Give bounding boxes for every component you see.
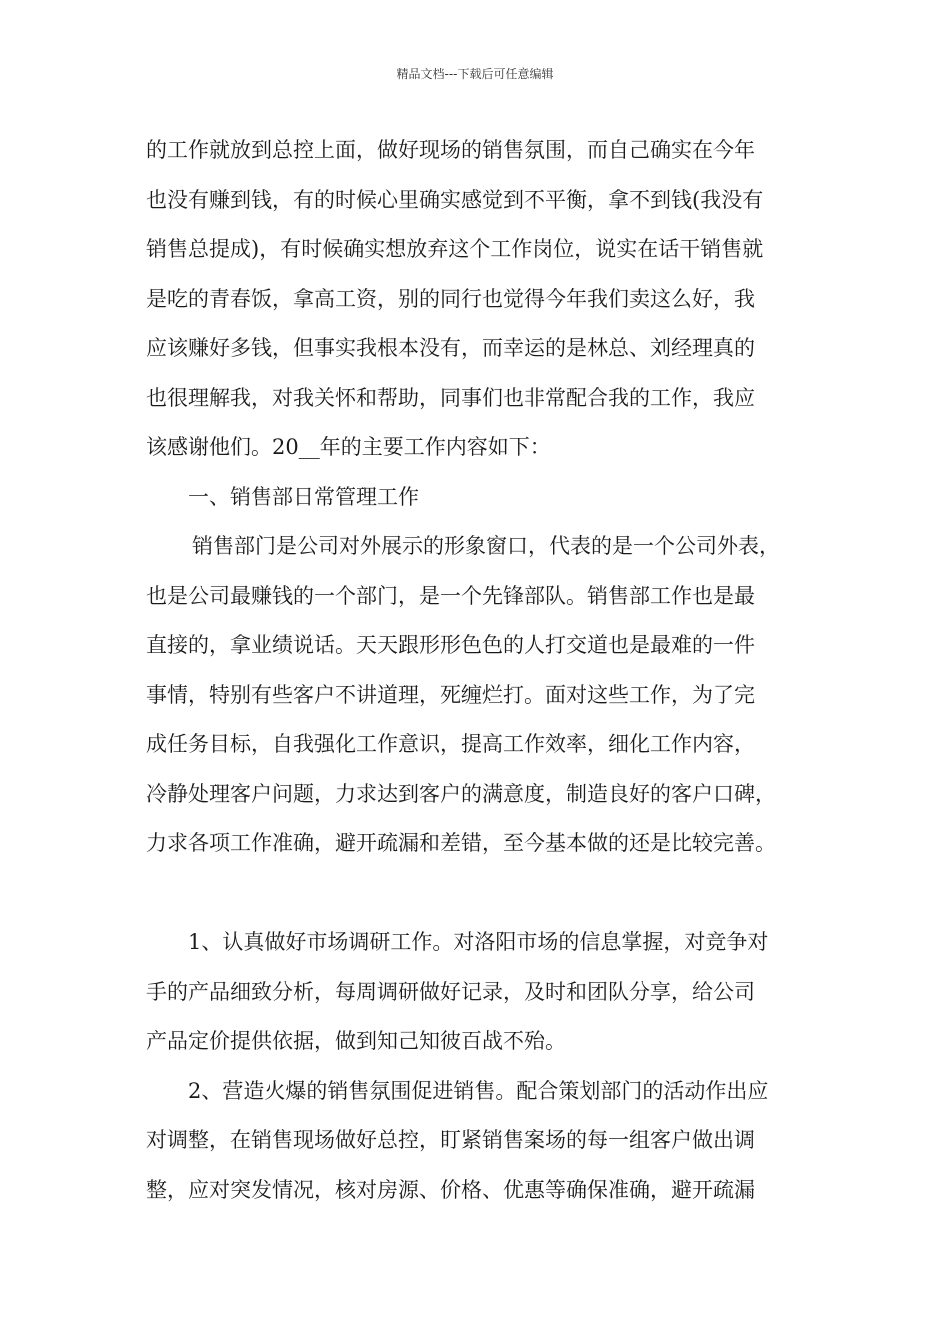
text-line: 该感谢他们。20__年的主要工作内容如下： bbox=[146, 435, 551, 459]
paragraph-first-line: 销售部门是公司对外展示的形象窗口，代表的是一个公司外表， bbox=[192, 534, 780, 558]
paragraph-first-line: 2、营造火爆的销售氛围促进销售。配合策划部门的活动作出应 bbox=[188, 1078, 769, 1103]
text-line: 整，应对突发情况，核对房源、价格、优惠等确保准确，避开疏漏 bbox=[146, 1177, 755, 1202]
text-line: 也很理解我，对我关怀和帮助，同事们也非常配合我的工作，我应 bbox=[146, 385, 755, 410]
text-line: 销售总提成)，有时候确实想放弃这个工作岗位，说实在话干销售就 bbox=[146, 237, 764, 261]
text-line: 是吃的青春饭，拿高工资，别的同行也觉得今年我们卖这么好，我 bbox=[146, 286, 755, 311]
document-body bbox=[146, 126, 826, 1215]
text-line: 力求各项工作准确，避开疏漏和差错，至今基本做的还是比较完善。 bbox=[146, 831, 776, 855]
paragraph-first-line: 1、认真做好市场调研工作。对洛阳市场的信息掌握，对竞争对 bbox=[188, 930, 769, 954]
text-line: 事情，特别有些客户不讲道理，死缠烂打。面对这些工作，为了完 bbox=[146, 682, 755, 707]
text-line: 也没有赚到钱，有的时候心里确实感觉到不平衡，拿不到钱(我没有 bbox=[146, 187, 764, 212]
text-line: 也是公司最赚钱的一个部门，是一个先锋部队。销售部工作也是最 bbox=[146, 583, 755, 608]
text-line: 对调整，在销售现场做好总控，盯紧销售案场的每一组客户做出调 bbox=[146, 1128, 755, 1152]
text-line: 应该赚好多钱，但事实我根本没有，而幸运的是林总、刘经理真的 bbox=[146, 336, 755, 360]
page-header: 精品文档---下载后可任意编辑 bbox=[396, 67, 554, 81]
text-line: 手的产品细致分析，每周调研做好记录，及时和团队分享，给公司 bbox=[146, 979, 755, 1004]
section-heading: 一、销售部日常管理工作 bbox=[188, 484, 419, 509]
text-line: 冷静处理客户问题，力求达到客户的满意度，制造良好的客户口碑， bbox=[146, 781, 776, 806]
text-line: 成任务目标，自我强化工作意识，提高工作效率，细化工作内容， bbox=[146, 732, 755, 756]
text-line: 直接的，拿业绩说话。天天跟形形色色的人打交道也是最难的一件 bbox=[146, 633, 755, 657]
text-line: 产品定价提供依据，做到知己知彼百战不殆。 bbox=[146, 1029, 566, 1053]
paragraph-gap bbox=[146, 869, 826, 919]
text-line: 的工作就放到总控上面，做好现场的销售氛围，而自己确实在今年 bbox=[146, 138, 755, 162]
